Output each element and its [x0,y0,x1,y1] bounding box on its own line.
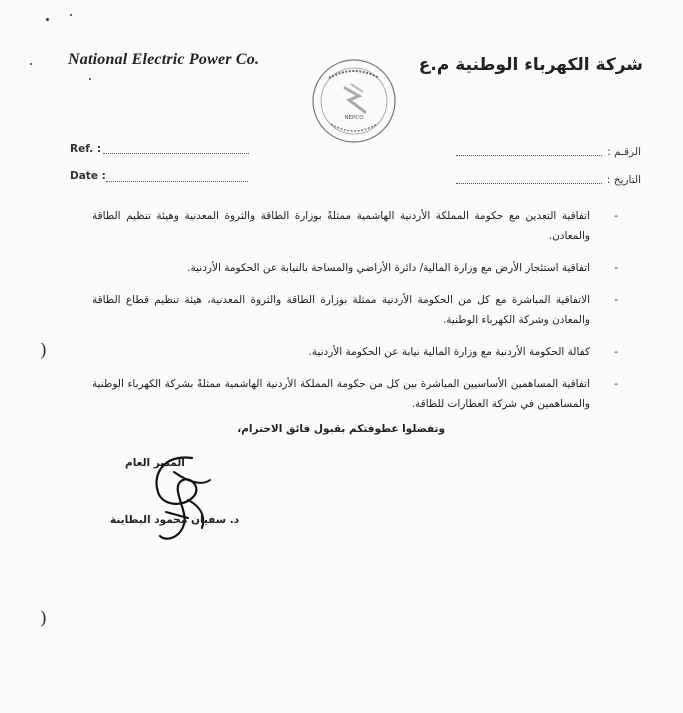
date-field-en [106,180,248,182]
scan-speck [30,63,32,65]
signatory-name: د. سفيان محمود البطاينة [110,514,240,526]
list-item [92,290,622,330]
ref-label-en: Ref. : [70,143,102,155]
signatory-title: المدير العام [125,457,185,469]
punch-hole-mark: ) [40,340,48,361]
list-item [92,206,622,246]
ref-field-ar [456,154,602,156]
date-label-en: Date : [70,170,106,182]
seal-text: NEPCO [344,115,364,121]
scan-speck [89,78,91,80]
list-marker: - [614,210,618,222]
list-marker: - [614,346,618,358]
company-seal-icon [311,58,397,144]
ref-field-en [103,152,249,154]
punch-hole-mark: ) [40,608,48,629]
list-item-text: الاتفاقية المباشرة مع كل من الحكومة الأردنية ممثلة بوزارة الطاقة والثروة المعدنية، هيئة تنظيم قطاع الطاقة والمعادن وشركة الكهرباء الوطنية. [92,294,590,326]
list-item-text: اتفاقية التعدين مع حكومة المملكة الأردنية الهاشمية ممثلةً بوزارة الطاقة والثروة المعدنية وهيئة تنظيم الطاقة والمعادن. [92,210,590,242]
closing-line: وتفضلوا عطوفتكم بقبول فائق الاحترام، [237,423,445,435]
company-name-arabic: شركة الكهرباء الوطنية م.ع [418,55,643,75]
list-marker: - [614,294,618,306]
date-field-ar [456,182,602,184]
list-item-text: اتفاقية استئجار الأرض مع وزارة المالية/ دائرة الأراضي والمساحة بالنيابة عن الحكومة الأردنية. [187,262,590,274]
handwritten-signature-icon [144,452,224,548]
agreements-list [92,206,622,426]
list-marker: - [614,378,618,390]
list-item-text: كفالة الحكومة الأردنية مع وزارة المالية نيابة عن الحكومة الأردنية. [308,346,590,358]
list-marker: - [614,262,618,274]
list-item [92,342,622,362]
scan-speck [46,18,49,21]
list-item-text: اتفاقية المساهمين الأساسيين المباشرة بين كل من حكومة المملكة الأردنية الهاشمية ممثلةً بشركة الكهرباء الوطنية والمساهمين في شركة العطارات للطاقة. [92,378,590,410]
list-item [92,374,622,414]
date-label-ar: التاريخ : [606,174,641,186]
company-name-english: National Electric Power Co. [68,51,260,68]
list-item [92,258,622,278]
ref-label-ar: الرقـم : [607,146,641,158]
scan-speck [70,14,72,16]
